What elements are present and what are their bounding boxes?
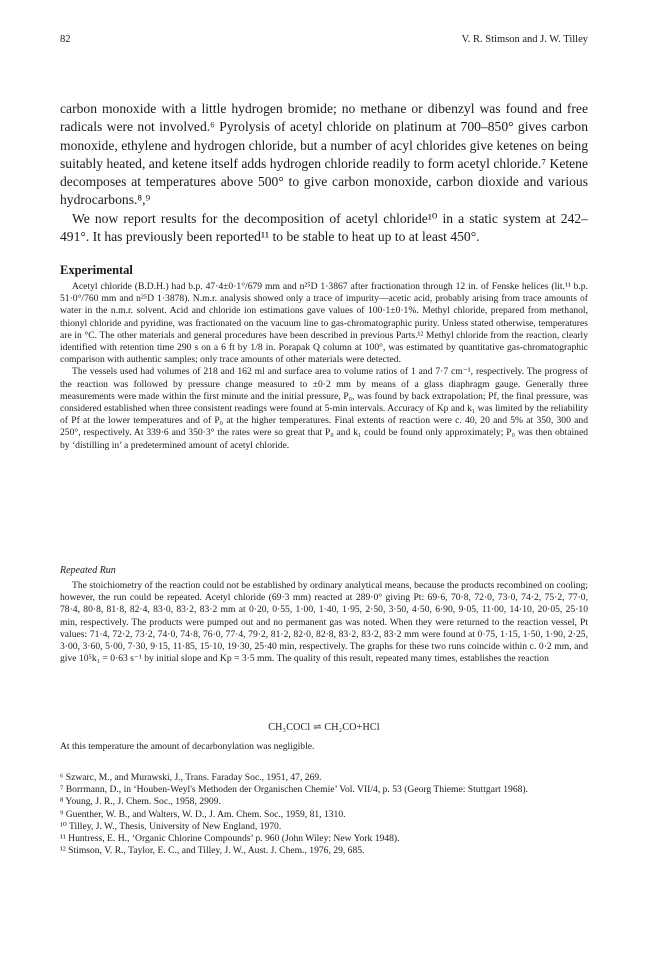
- footnote: ¹⁰ Tilley, J. W., Thesis, University of New England, 1970.: [60, 820, 282, 832]
- footnote: ⁶ Szwarc, M., and Murawski, J., Trans. Faraday Soc., 1951, 47, 269.: [60, 772, 322, 783]
- footnote: ⁷ Borrmann, D., in ‘Houben-Weyl's Methoden der Organischen Chemie’ Vol. VII/4, p. 53 (Georg Thieme: Stuttgart 1968).: [60, 784, 529, 796]
- subsection-heading-repeated-run: Repeated Run: [60, 565, 116, 576]
- repeated-run-body: [60, 580, 588, 665]
- experimental-paragraph: The vessels used had volumes of 218 and 162 ml and surface area to volume ratios of 1 and 7·7 cm⁻¹, respectively. The progress of the reaction was followed by pressure change measured to ±0·2 mm by means of a glass diaphragm gauge. Generally three measurements were made within the first minute and the initial pressure, P₀, was found by back extrapolation; Pf, the final pressure, was considered established when three consistent readings were found at 5-min intervals. Accuracy of Kp and k₁ was limited by the reliability of Pf at the lower temperatures and of P₀ at the higher temperatures. Final extents of reaction were c. 40, 20 and 5% at 350, 300 and 250°, respectively. At 339·6 and 350·3° the rates were so great that P₀ and k₁ could be found only approximately; P₀ was then obtained by ‘distilling in’ a predetermined amount of acetyl chloride.: [60, 366, 588, 451]
- footnote: ⁸ Young, J. R., J. Chem. Soc., 1958, 2909.: [60, 796, 221, 808]
- repeated-run-paragraph: The stoichiometry of the reaction could not be established by ordinary analytical means, because the products recombined on cooling; however, the run could be repeated. Acetyl chloride (69·3 mm) reacted at 289·0° giving Pt: 69·6, 70·8, 72·0, 73·0, 74·2, 75·2, 77·0, 78·4, 80·8, 81·8, 82·4, 83·0, 83·2, 83·2 mm at 0·20, 0·55, 1·00, 1·40, 1·95, 2·50, 3·50, 4·50, 6·90, 9·05, 11·00, 14·10, 20·05, 25·10 min, respectively. The products were pumped out and no permanent gas was noted. When they were returned to the reaction vessel, Pt values: 71·4, 72·2, 73·2, 74·0, 74·8, 76·0, 77·4, 79·2, 81·2, 82·0, 82·8, 83·2, 83·2, 83·2 mm were found at 0·75, 1·15, 1·50, 1·90, 2·25, 3·00, 3·60, 5·00, 7·30, 9·15, 11·85, 15·10, 19·30, 25·40 min, respectively. The graphs for these two runs coincide within c. 0·2 mm, and give 10⁵k₁ = 0·63 s⁻¹ by initial slope and Kp = 3·5 mm. The quality of this result, repeated many times, establishes the reaction: [60, 580, 588, 665]
- intro-paragraph: carbon monoxide with a little hydrogen bromide; no methane or dibenzyl was found and free radicals were not involved.⁶ Pyrolysis of acetyl chloride on platinum at 700–850° gives carbon monoxide, ethylene and hydrogen chloride, but a number of acyl chlorides give ketenes on being suitably heated, and ketene itself adds hydrogen chloride readily to form acetyl chloride.⁷ Ketene decomposes at temperatures above 500° to give carbon monoxide, carbon dioxide and various hydrocarbons.⁸,⁹: [60, 101, 588, 208]
- page-number: 82: [60, 34, 71, 45]
- experimental-paragraph: Acetyl chloride (B.D.H.) had b.p. 47·4±0·1°/679 mm and n²⁵D 1·3867 after fractionation through 12 in. of Fenske helices (lit.¹¹ b.p. 51·0°/760 mm and n²⁵D 1·3878). N.m.r. analysis showed only a trace of impurity—acetic acid, probably arising from trace amounts of water in the n.m.r. solvent. Acid and chloride ion estimations gave values of 100·1±0·1%. Methyl chloride, prepared from methanol, thionyl chloride and pyridine, was fractionated on the vacuum line to gas-chromatographic purity. Unless stated otherwise, temperatures are in °C. The other materials and general procedures have been described in previous Parts.¹² Methyl chloride from the reaction, clearly identified with retention time 290 s on a 6 ft by 1/8 in. Porapak Q column at 100°, was estimated by quantitative gas-chromatographic comparison with authentic samples; only trace amounts of other materials were detected.: [60, 281, 588, 366]
- running-header-authors: V. R. Stimson and J. W. Tilley: [461, 34, 588, 45]
- section-heading-experimental: Experimental: [60, 263, 133, 277]
- footnote: ¹¹ Huntress, E. H., ‘Organic Chlorine Compounds’ p. 960 (John Wiley: New York 1948).: [60, 833, 400, 845]
- reaction-equation: CH₃COCl ⇌ CH₂CO+HCl: [268, 722, 380, 733]
- footnotes: [60, 772, 588, 857]
- intro-text: [60, 100, 588, 246]
- experimental-body: [60, 281, 588, 452]
- after-equation-text: At this temperature the amount of decarbonylation was negligible.: [60, 741, 315, 752]
- footnote: ⁹ Guenther, W. B., and Walters, W. D., J. Am. Chem. Soc., 1959, 81, 1310.: [60, 808, 346, 820]
- running-header: [60, 34, 588, 48]
- intro-paragraph: We now report results for the decomposition of acetyl chloride¹⁰ in a static system at 242–491°. It has previously been reported¹¹ to be stable to heat up to at least 450°.: [60, 210, 588, 245]
- footnote: ¹² Stimson, V. R., Taylor, E. C., and Tilley, J. W., Aust. J. Chem., 1976, 29, 685.: [60, 845, 365, 857]
